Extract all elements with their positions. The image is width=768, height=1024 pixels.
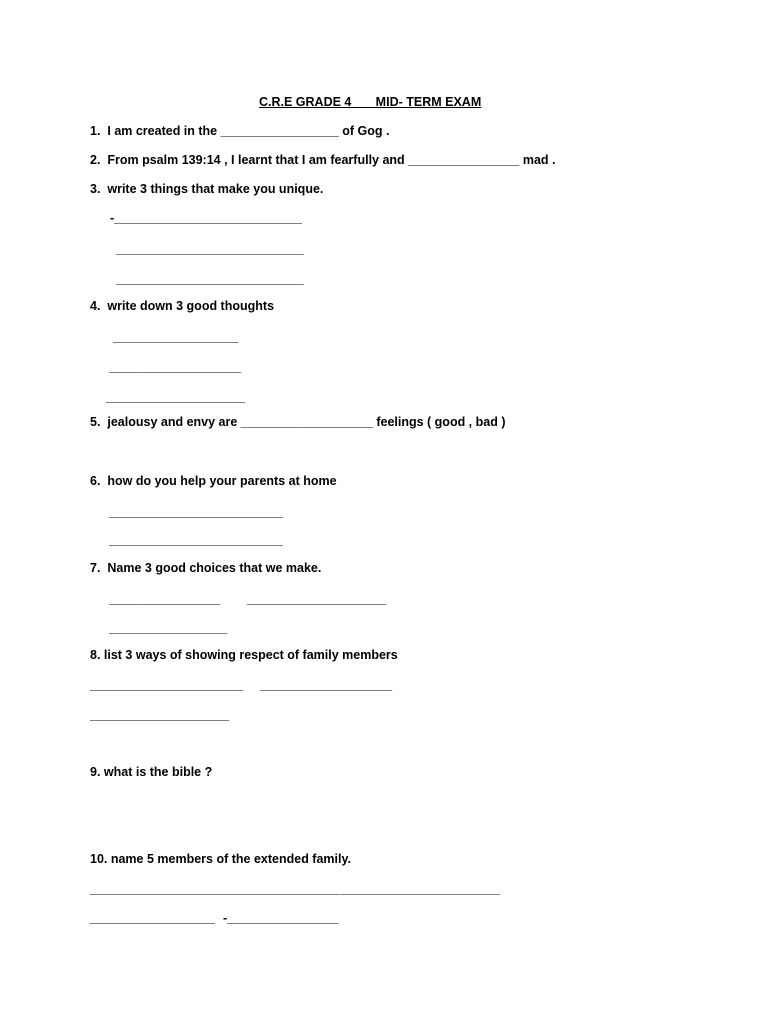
question-7: 7. Name 3 good choices that we make. — [90, 561, 322, 575]
answer-blank[interactable]: _________________________ — [109, 533, 283, 547]
answer-blank[interactable]: -________________ — [223, 911, 339, 925]
answer-blank[interactable]: ____________________ — [247, 592, 387, 606]
exam-title: C.R.E GRADE 4 MID- TERM EXAM — [259, 95, 482, 109]
question-6: 6. how do you help your parents at home — [90, 474, 337, 488]
answer-blank[interactable]: __________________ — [90, 911, 216, 925]
answer-blank[interactable]: -___________________________ — [110, 211, 302, 225]
answer-blank[interactable]: ________________ — [109, 592, 221, 606]
answer-blank[interactable]: _______________________ — [340, 882, 500, 896]
answer-blank[interactable]: ____________________ — [106, 390, 246, 404]
question-10: 10. name 5 members of the extended family. — [90, 852, 351, 866]
question-9: 9. what is the bible ? — [90, 765, 213, 779]
answer-blank[interactable]: ______________________ — [90, 678, 243, 692]
answer-blank[interactable]: _________________________ — [109, 505, 283, 519]
answer-blank[interactable]: __________________ — [113, 330, 239, 344]
answer-blank[interactable]: ___________________________ — [116, 242, 304, 256]
question-3: 3. write 3 things that make you unique. — [90, 182, 324, 196]
answer-blank[interactable]: ____________________ — [90, 708, 230, 722]
answer-blank[interactable]: ________________ — [228, 882, 340, 896]
question-1: 1. I am created in the _________________ of Gog . — [90, 124, 390, 138]
answer-blank[interactable]: ___________________ — [109, 360, 242, 374]
answer-blank[interactable]: ____________________ — [90, 882, 230, 896]
answer-blank[interactable]: _________________ — [109, 621, 228, 635]
question-5: 5. jealousy and envy are ___________________ feelings ( good , bad ) — [90, 415, 506, 429]
question-2: 2. From psalm 139:14 , I learnt that I am fearfully and ________________ mad . — [90, 153, 556, 167]
answer-blank[interactable]: ___________________ — [260, 678, 393, 692]
answer-blank[interactable]: ___________________________ — [116, 272, 304, 286]
question-8: 8. list 3 ways of showing respect of family members — [90, 648, 398, 662]
question-4: 4. write down 3 good thoughts — [90, 299, 275, 313]
